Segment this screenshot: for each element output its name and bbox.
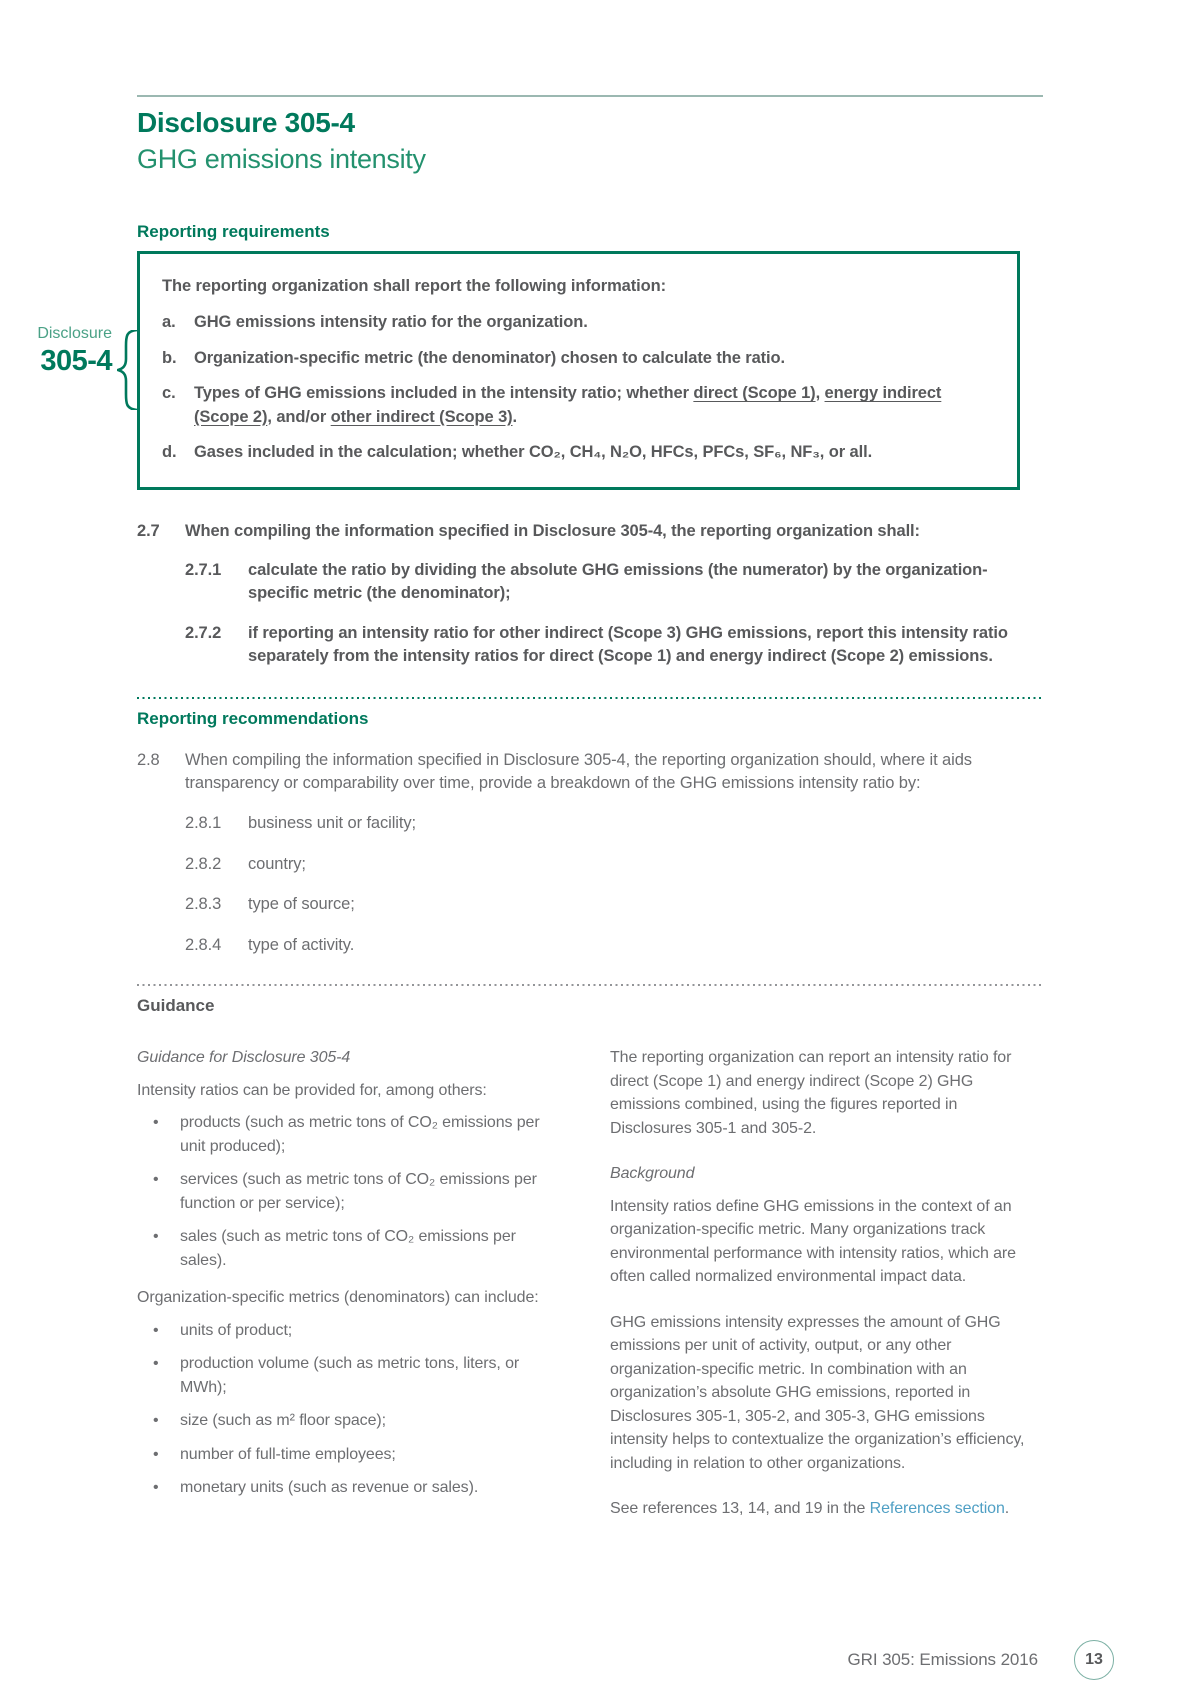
footer-document-title: GRI 305: Emissions 2016 [847, 1650, 1038, 1669]
page-number: 13 [1085, 1651, 1103, 1668]
requirement-text: Organization-specific metric (the denominator) chosen to calculate the ratio. [194, 348, 785, 367]
term-link-scope1[interactable]: direct (Scope 1) [693, 384, 816, 403]
bullet-icon: • [153, 1355, 159, 1373]
requirement-letter: d. [162, 443, 177, 462]
bullet-icon: • [153, 1228, 159, 1246]
list-item-text: services (such as metric tons of CO₂ emissions per function or per service); [180, 1171, 537, 1212]
page-title: Disclosure 305-4 [137, 107, 355, 138]
page-subtitle: GHG emissions intensity [137, 144, 426, 174]
term-link-scope3[interactable]: other indirect (Scope 3) [330, 407, 513, 426]
guidance-paragraph: Intensity ratios define GHG emissions in the context of an organization-specific metric. Many organizations track environmental performance with intensity ratios, which are often called normalized environmental impact data. [610, 1197, 1016, 1286]
guidance-heading: Guidance [137, 996, 215, 1016]
column-gutter [565, 1046, 610, 1530]
clause-number: 2.7 [137, 521, 160, 540]
subclause-number: 2.8.4 [185, 935, 222, 954]
clause-2-8-subclauses [185, 795, 1043, 957]
bullet-icon: • [153, 1479, 159, 1497]
list-item-text: products (such as metric tons of CO₂ emissions per unit produced); [180, 1114, 540, 1155]
subclause-number: 2.8.1 [185, 814, 222, 833]
bullet-icon: • [153, 1321, 159, 1339]
bullet-icon: • [153, 1412, 159, 1430]
page-footer [848, 1640, 1114, 1680]
clause-text: When compiling the information specified in Disclosure 305-4, the reporting organization shall: [185, 521, 920, 540]
guidance-bullet-list [137, 1319, 565, 1500]
subclause-2-8-4 [185, 934, 1043, 957]
list-item-text: number of full-time employees; [180, 1445, 396, 1463]
side-disclosure-label [20, 325, 112, 378]
section-divider-dotted-gray [137, 983, 1043, 986]
subclause-text: type of source; [248, 895, 355, 914]
references-section-link[interactable]: References section [869, 1500, 1005, 1518]
guidance-left-column [137, 1046, 565, 1530]
subclause-2-8-2 [185, 853, 1043, 876]
list-item-text: units of product; [180, 1321, 293, 1339]
bullet-icon: • [153, 1114, 159, 1132]
requirements-intro: The reporting organization shall report the following information: [162, 277, 666, 295]
subclause-2-7-1 [185, 559, 1043, 606]
subclause-2-8-1 [185, 812, 1043, 835]
recommendations-heading: Reporting recommendations [137, 708, 369, 728]
guidance-paragraph: Intensity ratios can be provided for, among others: [137, 1081, 487, 1099]
bullet-icon: • [153, 1171, 159, 1189]
page-number-badge [1074, 1640, 1114, 1680]
list-item [137, 1409, 565, 1433]
subclause-number: 2.8.3 [185, 895, 222, 914]
subclause-text: country; [248, 854, 306, 873]
list-item-text: sales (such as metric tons of CO₂ emissions per sales). [180, 1228, 516, 1269]
subclause-text: type of activity. [248, 935, 355, 954]
subclause-text: calculate the ratio by dividing the absolute GHG emissions (the numerator) by the organization-specific metric (the denominator); [248, 560, 988, 603]
side-label-big: 305-4 [40, 345, 112, 377]
requirement-item-c [162, 382, 991, 429]
clause-2-7 [137, 520, 1043, 543]
list-item-text: monetary units (such as revenue or sales). [180, 1479, 479, 1497]
subclause-text: business unit or facility; [248, 814, 416, 833]
requirement-text-part: , [815, 384, 825, 403]
see-references-prefix: See references 13, 14, and 19 in the [610, 1500, 870, 1518]
section-divider-dotted-green [137, 697, 1043, 700]
requirements-heading: Reporting requirements [137, 222, 330, 241]
subclause-number: 2.7.1 [185, 560, 222, 579]
clause-2-7-subclauses [185, 543, 1043, 669]
side-label-small: Disclosure [37, 325, 112, 342]
clause-number: 2.8 [137, 750, 160, 769]
requirement-text: GHG emissions intensity ratio for the organization. [194, 313, 588, 332]
requirement-text-part: . [512, 407, 518, 426]
list-item-text: production volume (such as metric tons, liters, or MWh); [180, 1355, 520, 1396]
guidance-paragraph: Organization-specific metrics (denominators) can include: [137, 1289, 539, 1307]
list-item [137, 1168, 565, 1215]
subclause-2-8-3 [185, 893, 1043, 916]
see-references-suffix: . [1004, 1500, 1010, 1518]
list-item [137, 1443, 565, 1467]
guidance-paragraph: The reporting organization can report an intensity ratio for direct (Scope 1) and energy indirect (Scope 2) GHG emissions combined, using the figures reported in Disclosures 305-1 and 305-2. [610, 1049, 1012, 1137]
requirements-box [137, 251, 1020, 490]
guidance-paragraph: GHG emissions intensity expresses the amount of GHG emissions per unit of activity, output, or any other organization-specific metric. In combination with an organization’s absolute GHG emissions, reported in Disclosures 305-1, 305-2, and 305-3, GHG emissions intensity helps to contextualize the organization’s efficiency, including in relation to other organizations. [610, 1313, 1025, 1472]
list-item [137, 1225, 565, 1272]
list-item [137, 1111, 565, 1158]
requirement-text-part: , and/or [267, 407, 331, 426]
requirement-item-b [162, 347, 991, 370]
requirement-text [194, 382, 991, 429]
requirement-item-d [162, 441, 991, 464]
requirement-text: Gases included in the calculation; whether CO₂, CH₄, N₂O, HFCs, PFCs, SF₆, NF₃, or all. [194, 443, 873, 462]
guidance-subheading: Guidance for Disclosure 305-4 [137, 1049, 351, 1067]
subclause-number: 2.8.2 [185, 854, 222, 873]
clause-text: When compiling the information specified in Disclosure 305-4, the reporting organization should, where it aids transparency or comparability over time, provide a breakdown of the GHG emissions intensity ratio by: [185, 750, 972, 793]
subclause-number: 2.7.2 [185, 623, 222, 642]
bullet-icon: • [153, 1445, 159, 1463]
requirement-letter: b. [162, 348, 177, 367]
guidance-right-column [610, 1046, 1043, 1530]
list-item [137, 1476, 565, 1500]
requirement-item-a [162, 311, 991, 334]
header-divider [137, 95, 1043, 97]
subclause-2-7-2 [185, 622, 1043, 669]
subclause-text: if reporting an intensity ratio for other indirect (Scope 3) GHG emissions, report this intensity ratio separately from the intensity ratios for direct (Scope 1) and energy indirect (Scope 2) emissions. [248, 623, 1008, 666]
term-link-scope2[interactable]: energy indirect (Scope 2) [194, 384, 942, 426]
requirement-letter: c. [162, 384, 176, 403]
see-references-line [610, 1497, 1043, 1521]
list-item [137, 1319, 565, 1343]
background-subheading: Background [610, 1165, 695, 1183]
guidance-bullet-list [137, 1111, 565, 1272]
requirement-letter: a. [162, 313, 176, 332]
list-item-text: size (such as m² floor space); [180, 1412, 386, 1430]
clause-2-8 [137, 749, 1043, 796]
guidance-columns [137, 1046, 1043, 1530]
requirement-text-part: Types of GHG emissions included in the intensity ratio; whether [194, 384, 694, 403]
list-item [137, 1352, 565, 1399]
